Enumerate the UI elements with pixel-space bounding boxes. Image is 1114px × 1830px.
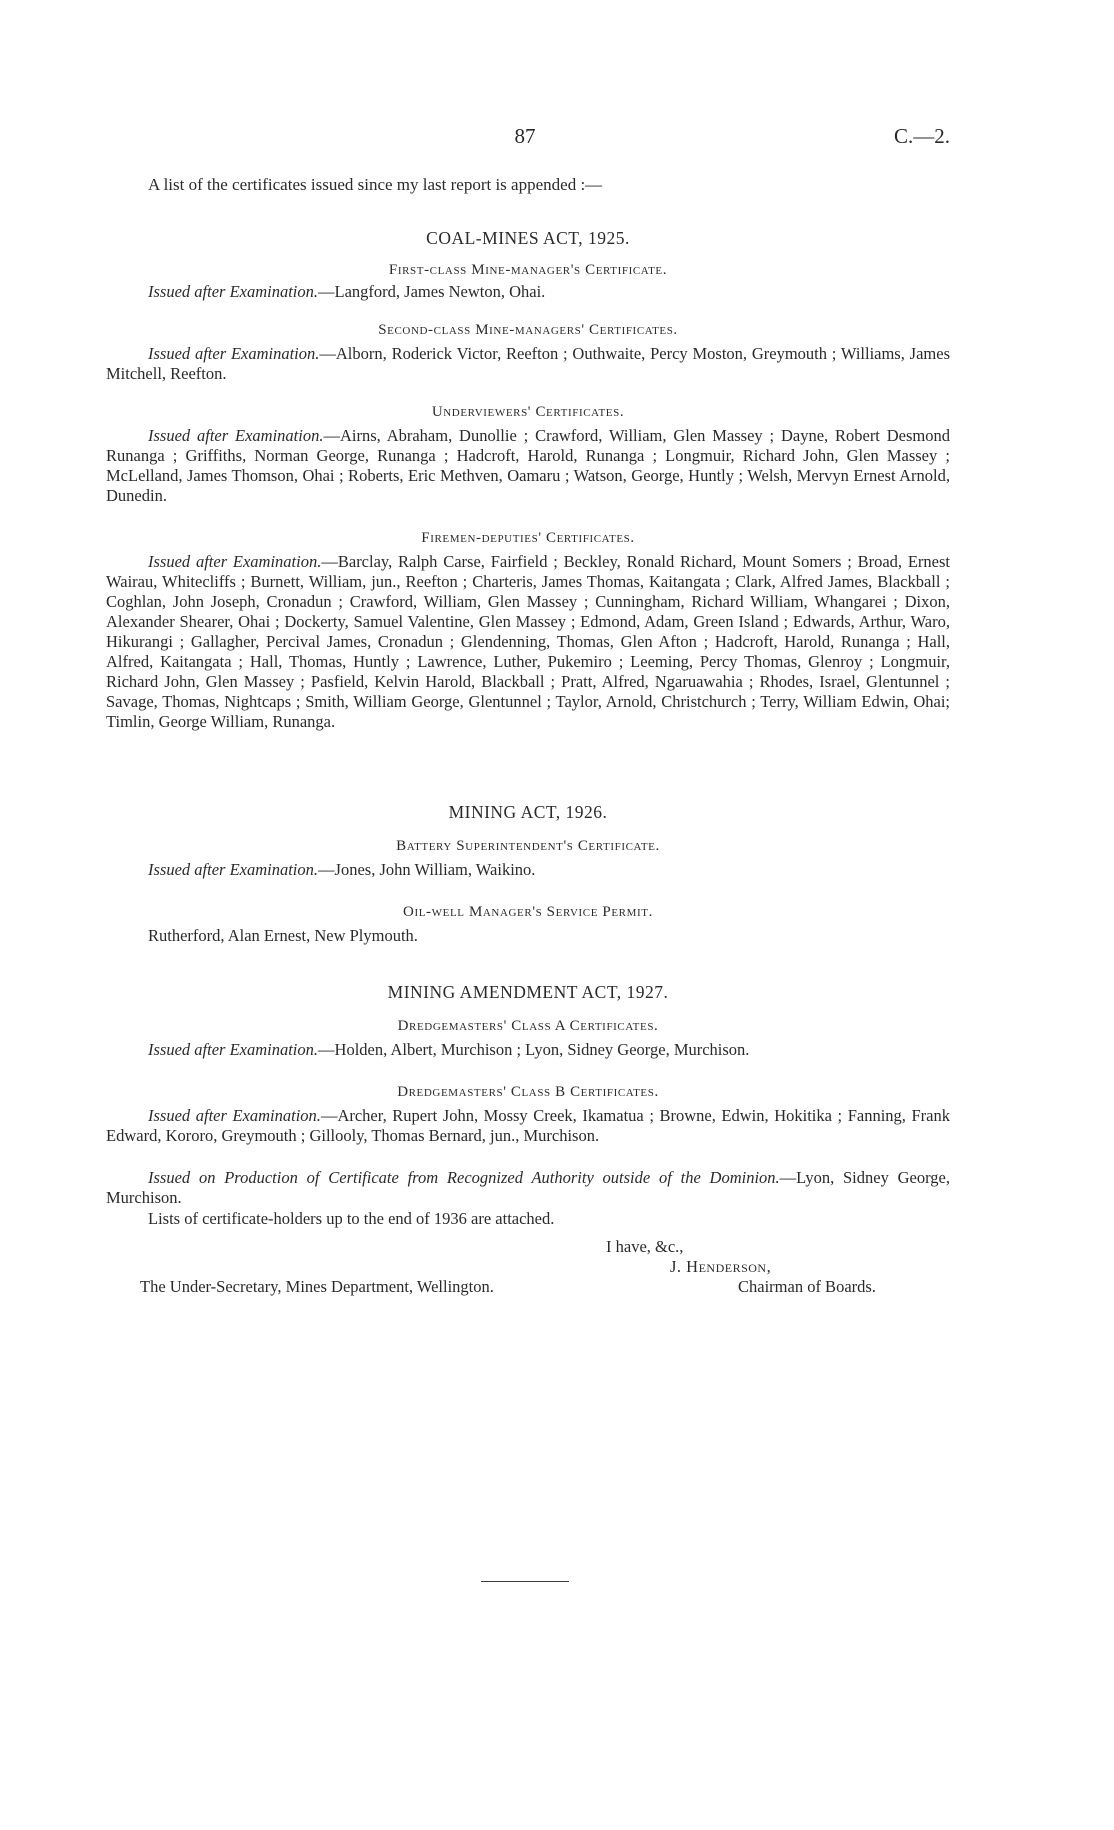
entry-text: —Langford, James Newton, Ohai. <box>318 282 546 301</box>
section-heading-first-class: First-class Mine-manager's Certificate. <box>388 262 668 278</box>
section-heading-underviewers: Underviewers' Certificates. <box>431 404 625 420</box>
act-title-mining-amendment: MINING AMENDMENT ACT, 1927. <box>387 982 669 1002</box>
entry-class-a <box>106 1040 950 1060</box>
closing-title: Chairman of Boards. <box>738 1277 876 1296</box>
section-heading-class-b: Dredgemasters' Class B Certificates. <box>397 1084 659 1100</box>
entry-lead: Issued after Examination. <box>148 426 324 445</box>
section-heading-class-a: Dredgemasters' Class A Certificates. <box>397 1018 659 1034</box>
entry-lead: Issued after Examination. <box>148 344 320 363</box>
act-title-coal-mines: COAL-MINES ACT, 1925. <box>426 228 630 248</box>
entry-underviewers <box>106 426 950 506</box>
entry-second-class <box>106 344 950 384</box>
entry-text: —Airns, Abraham, Dunollie ; Crawford, William, Glen Massey ; Dayne, Robert Desmond Runanga ; Griffiths, Norman George, Runanga ; Hadcroft, Harold, Runanga ; Longmuir, Richard John, Glen Massey ; McLelland, James Thomson, Ohai ; Roberts, Eric Methven, Oamaru ; Watson, George, Huntly ; Welsh, Mervyn Ernest Arnold, Dunedin. <box>106 426 950 505</box>
end-rule <box>481 1581 569 1582</box>
page-number: 87 <box>514 124 536 148</box>
entry-first-class <box>106 282 950 302</box>
intro-text: A list of the certificates issued since my last report is appended :— <box>148 175 603 194</box>
entry-firemen-deputies <box>106 552 950 732</box>
entry-text: Rutherford, Alan Ernest, New Plymouth. <box>148 926 418 945</box>
closing-addressee: The Under-Secretary, Mines Department, Wellington. <box>140 1277 494 1296</box>
section-heading-second-class: Second-class Mine-managers' Certificates. <box>378 322 678 338</box>
entry-oil-well <box>106 926 950 946</box>
closing-signatory: J. Henderson, <box>670 1257 772 1276</box>
entry-lead: Issued after Examination. <box>148 282 319 301</box>
entry-text: —Lyon, Sidney George, Murchison. <box>106 1168 950 1207</box>
entry-battery <box>106 860 950 880</box>
entry-text: —Holden, Albert, Murchison ; Lyon, Sidney George, Murchison. <box>318 1040 750 1059</box>
entry-class-b-recognized <box>106 1168 950 1208</box>
act-title-mining: MINING ACT, 1926. <box>448 802 608 822</box>
entry-lead: Issued on Production of Certificate from Recognized Authority outside of the Dominion. <box>148 1168 780 1187</box>
closing-note: Lists of certificate-holders up to the end of 1936 are attached. <box>148 1209 555 1228</box>
section-heading-battery: Battery Superintendent's Certificate. <box>396 838 660 854</box>
document-reference: C.—2. <box>893 124 950 148</box>
section-heading-oil-well: Oil-well Manager's Service Permit. <box>403 904 653 920</box>
entry-lead: Issued after Examination. <box>148 860 319 879</box>
closing-salutation: I have, &c., <box>606 1237 684 1256</box>
section-heading-firemen-deputies: Firemen-deputies' Certificates. <box>421 530 635 546</box>
entry-text: —Archer, Rupert John, Mossy Creek, Ikamatua ; Browne, Edwin, Hokitika ; Fanning, Frank Edward, Kororo, Greymouth ; Gillooly, Thomas Bernard, jun., Murchison. <box>106 1106 950 1145</box>
entry-text: —Jones, John William, Waikino. <box>318 860 536 879</box>
entry-text: —Alborn, Roderick Victor, Reefton ; Outhwaite, Percy Moston, Greymouth ; Williams, James Mitchell, Reefton. <box>106 344 950 383</box>
entry-lead: Issued after Examination. <box>148 1040 319 1059</box>
entry-text: —Barclay, Ralph Carse, Fairfield ; Beckley, Ronald Richard, Mount Somers ; Broad, Ernest Wairau, Whitecliffs ; Burnett, William, jun., Reefton ; Charteris, James Thomas, Kaitangata ; Clark, Alfred James, Blackball ; Coghlan, John Joseph, Cronadun ; Crawford, William, Glen Massey ; Cunningham, Richard William, Whangarei ; Dixon, Alexander Shearer, Ohai ; Dockerty, Samuel Valentine, Glen Massey ; Edmond, Adam, Green Island ; Edwards, Arthur, Waro, Hikurangi ; Gallagher, Percival James, Cronadun ; Glendenning, Thomas, Glen Afton ; Hadcroft, Harold, Runanga ; Hall, Alfred, Kaitangata ; Hall, Thomas, Huntly ; Lawrence, Luther, Pukemiro ; Leeming, Percy Thomas, Glenroy ; Longmuir, Richard John, Glen Massey ; Pasfield, Kelvin Harold, Blackball ; Pratt, Alfred, Ngaruawahia ; Rhodes, Israel, Glentunnel ; Savage, Thomas, Nightcaps ; Smith, William George, Glentunnel ; Taylor, Arnold, Christchurch ; Terry, William Edwin, Ohai; Timlin, George William, Runanga. <box>106 552 951 731</box>
entry-lead: Issued after Examination. <box>148 1106 321 1125</box>
entry-lead: Issued after Examination. <box>148 552 322 571</box>
entry-class-b <box>106 1106 950 1146</box>
